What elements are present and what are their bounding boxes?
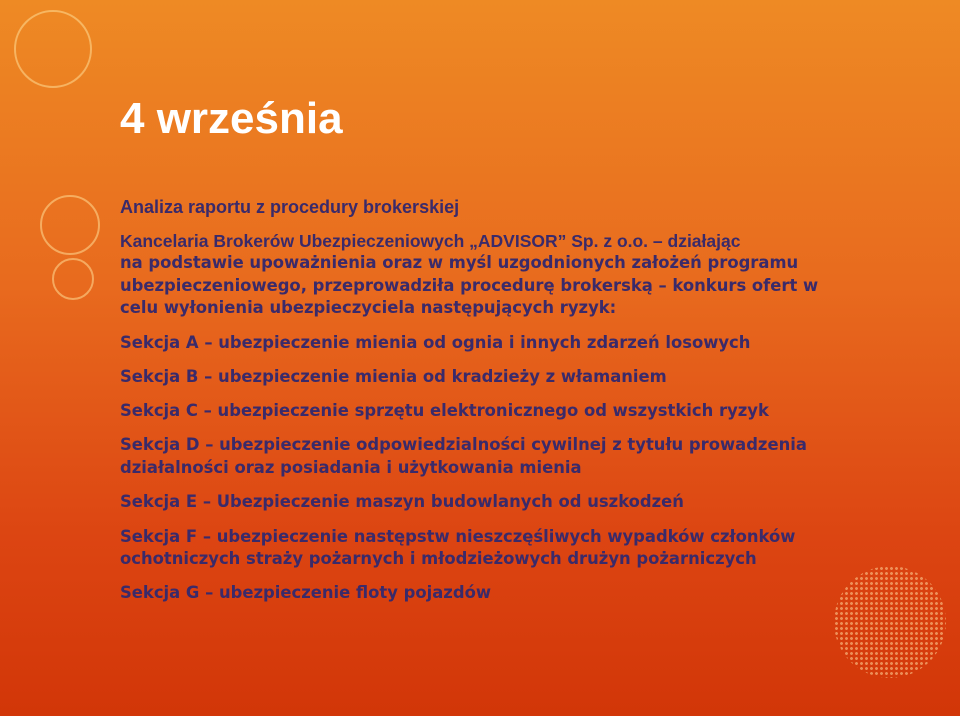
section-line: ochotniczych straży pożarnych i młodzieżowych drużyn pożarniczych <box>120 549 757 568</box>
slide-subtitle: Analiza raportu z procedury brokerskiej <box>120 197 460 217</box>
section-line: Sekcja G – ubezpieczenie floty pojazdów <box>120 583 491 602</box>
decorative-ring-icon <box>52 258 94 300</box>
intro-line: Kancelaria Brokerów Ubezpieczeniowych „ADVISOR” Sp. z o.o. – działając <box>120 231 741 251</box>
decorative-dotted-circle-icon <box>834 566 946 678</box>
decorative-ring-icon <box>40 195 100 255</box>
section-line: Sekcja A – ubezpieczenie mienia od ognia i innych zdarzeń losowych <box>120 333 751 352</box>
section-line: Sekcja D – ubezpieczenie odpowiedzialności cywilnej z tytułu prowadzenia <box>120 435 807 454</box>
slide-title: 4 września <box>120 94 343 143</box>
intro-line: celu wyłonienia ubezpieczyciela następujących ryzyk: <box>120 298 617 317</box>
section-line: Sekcja B – ubezpieczenie mienia od kradzieży z włamaniem <box>120 367 667 386</box>
intro-line: na podstawie upoważnienia oraz w myśl uzgodnionych założeń programu <box>120 253 799 272</box>
section-line: Sekcja C – ubezpieczenie sprzętu elektronicznego od wszystkich ryzyk <box>120 401 769 420</box>
section-line: Sekcja E – Ubezpieczenie maszyn budowlanych od uszkodzeń <box>120 492 684 511</box>
decorative-ring-icon <box>14 10 92 88</box>
intro-line: ubezpieczeniowego, przeprowadziła procedurę brokerską – konkurs ofert w <box>120 276 819 295</box>
section-line: Sekcja F – ubezpieczenie następstw nieszczęśliwych wypadków członków <box>120 527 796 546</box>
section-line: działalności oraz posiadania i użytkowania mienia <box>120 458 582 477</box>
